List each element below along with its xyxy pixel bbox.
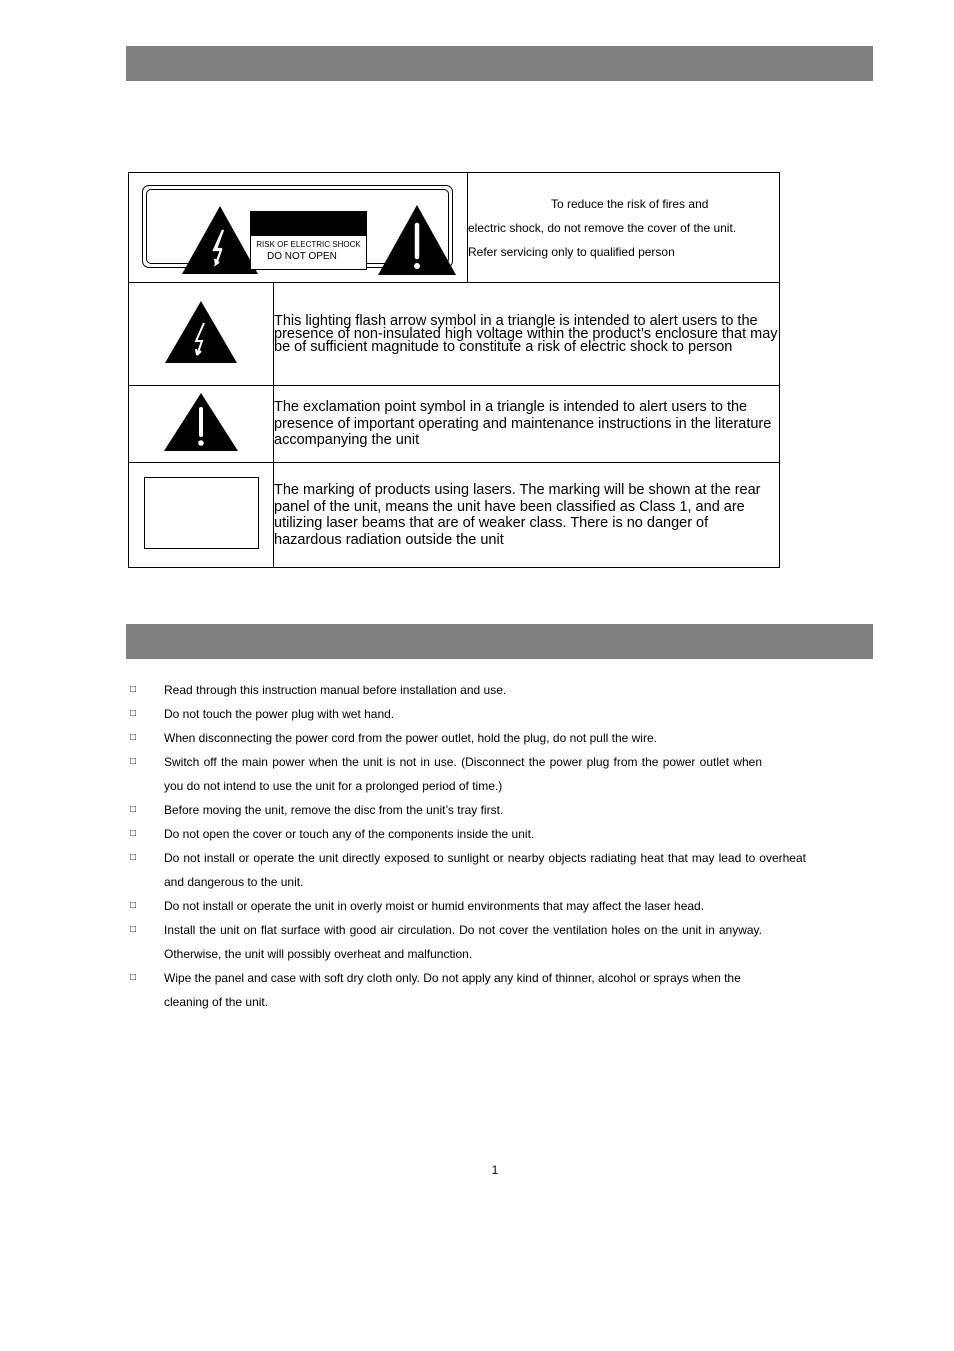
checkbox-bullet-icon: □: [130, 900, 137, 911]
checkbox-bullet-icon: □: [130, 852, 137, 863]
laser-symbol-description: The marking of products using lasers. The marking will be shown at the rear panel of the unit, means the unit have been classified as Class 1, and are utilizing laser beams that are of weaker class. There is no danger of hazardous radiation outside the unit: [274, 463, 780, 568]
checkbox-bullet-icon: □: [130, 684, 137, 695]
lightning-symbol-description: This lighting flash arrow symbol in a triangle is intended to alert users to the presence of non-insulated high voltage within the product’s enclosure that may be of sufficient magnitude to constitute a risk of electric shock to person: [274, 283, 780, 386]
checkbox-bullet-icon: □: [130, 732, 137, 743]
checkbox-bullet-icon: □: [130, 924, 137, 935]
caution-line2: electric shock, do not remove the cover of the unit.: [468, 220, 737, 235]
risk-label-box: [250, 211, 367, 270]
list-item: □ Do not install or operate the unit in overly moist or humid environments that may affect the laser head.: [130, 894, 810, 918]
checkbox-bullet-icon: □: [130, 756, 137, 767]
page-number: 1: [491, 1163, 499, 1177]
list-item: □ Read through this instruction manual before installation and use.: [130, 678, 810, 702]
safety-symbols-table: [128, 172, 780, 568]
warning-label-cell: [129, 173, 468, 283]
section-header-bar-precautions: [126, 624, 873, 659]
exclamation-symbol-cell: [129, 386, 274, 463]
list-item: □ Do not open the cover or touch any of the components inside the unit.: [130, 822, 810, 846]
laser-symbol-cell: [129, 463, 274, 568]
lightning-triangle-icon: [180, 204, 260, 276]
section-header-bar-safety: [126, 46, 873, 81]
list-item: □ When disconnecting the power cord from the power outlet, hold the plug, do not pull the wire.: [130, 726, 810, 750]
laser-class-label-box: [144, 477, 259, 549]
list-item: □ Do not touch the power plug with wet hand.: [130, 702, 810, 726]
list-item: □ Wipe the panel and case with soft dry cloth only. Do not apply any kind of thinner, alcohol or sprays when the cleaning of the unit.: [130, 966, 762, 1014]
risk-label-line2: DO NOT OPEN: [267, 251, 337, 262]
lightning-symbol-cell: [129, 283, 274, 386]
caution-line3: Refer servicing only to qualified person: [468, 244, 675, 259]
list-item: □ Before moving the unit, remove the disc from the unit’s tray first.: [130, 798, 810, 822]
list-item: □ Do not install or operate the unit directly exposed to sunlight or nearby objects radiating heat that may lead to overheat and dangerous to the unit.: [130, 846, 806, 894]
risk-label-line1: RISK OF ELECTRIC SHOCK: [256, 240, 361, 249]
checkbox-bullet-icon: □: [130, 708, 137, 719]
exclamation-symbol-description: The exclamation point symbol in a triangle is intended to alert users to the presence of important operating and maintenance instructions in the literature accompanying the unit: [274, 386, 780, 463]
checkbox-bullet-icon: □: [130, 828, 137, 839]
exclamation-triangle-icon: [376, 203, 458, 277]
caution-text-cell: [468, 173, 780, 283]
caution-line1: To reduce the risk of fires and: [551, 196, 709, 211]
precautions-list: [130, 678, 810, 1014]
list-item: □ Install the unit on flat surface with good air circulation. Do not cover the ventilation holes on the unit in anyway. Otherwise, the unit will possibly overheat and malfunction.: [130, 918, 762, 966]
exclamation-triangle-icon: [162, 391, 240, 453]
warning-label: [142, 185, 453, 268]
list-item: □ Switch off the main power when the unit is not in use. (Disconnect the power plug from the power outlet when you do not intend to use the unit for a prolonged period of time.): [130, 750, 762, 798]
checkbox-bullet-icon: □: [130, 804, 137, 815]
lightning-triangle-icon: [163, 299, 239, 365]
checkbox-bullet-icon: □: [130, 972, 137, 983]
